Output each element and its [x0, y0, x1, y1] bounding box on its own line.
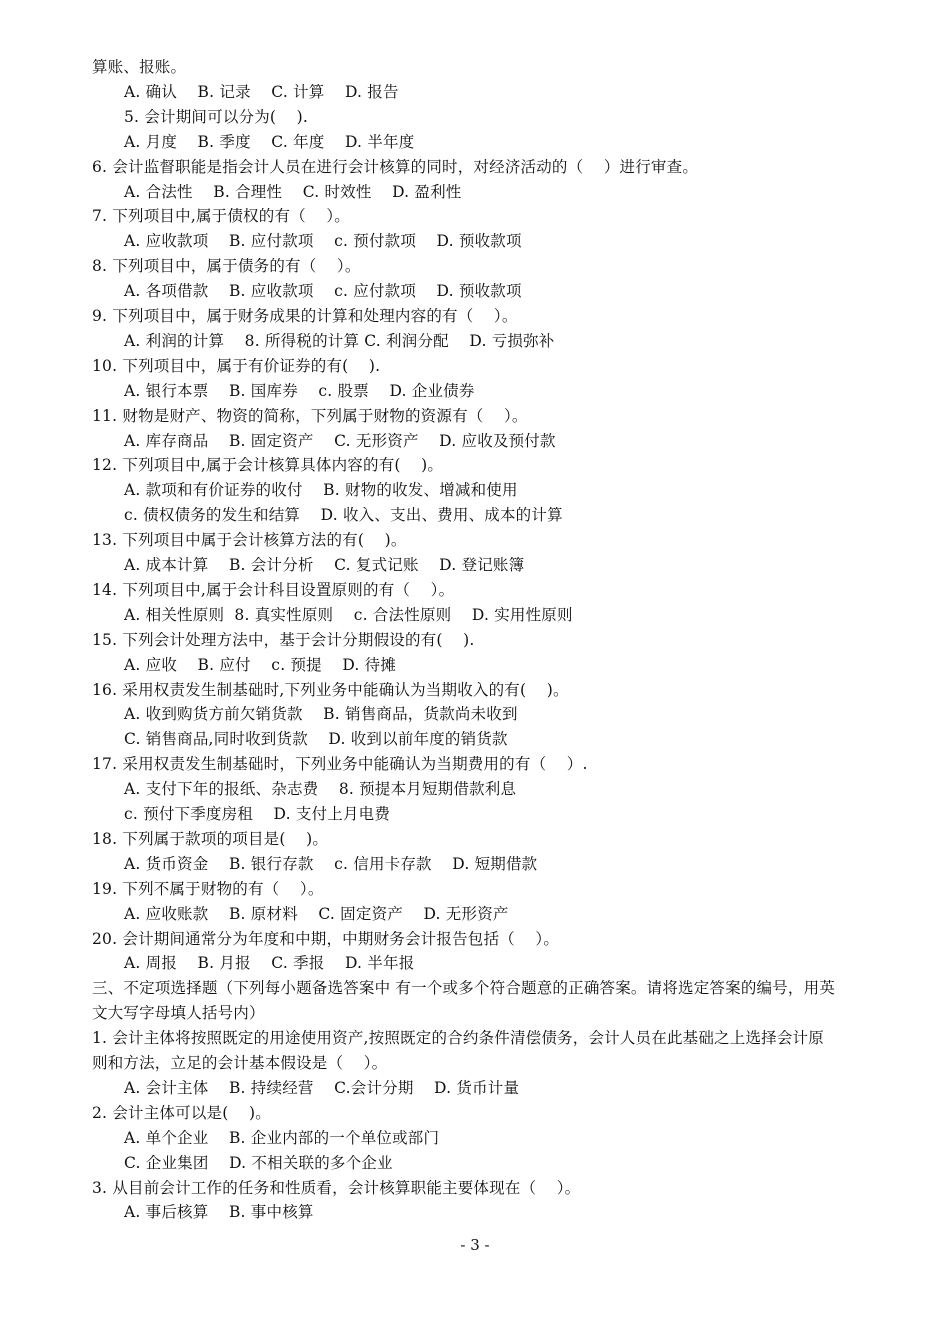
option-line: A. 确认 B. 记录 C. 计算 D. 报告	[124, 82, 399, 101]
option-line: A. 相关性原则 8. 真实性原则 c. 合法性原则 D. 实用性原则	[124, 605, 573, 624]
question-line: 8. 下列项目中，属于债务的有（ ）。	[92, 257, 361, 276]
question-line: 9. 下列项目中，属于财务成果的计算和处理内容的有（ ）。	[92, 307, 518, 325]
option-line: A. 单个企业 B. 企业内部的一个单位或部门	[124, 1128, 440, 1147]
option-line: A. 收到购货方前欠销货款 B. 销售商品，货款尚未收到	[124, 705, 518, 724]
option-line: A. 库存商品 B. 固定资产 C. 无形资产 D. 应收及预付款	[124, 431, 556, 450]
option-line: A. 支付下年的报纸、杂志费 8. 预提本月短期借款利息	[124, 780, 517, 799]
option-line: A. 合法性 B. 合理性 C. 时效性 D. 盈利性	[124, 182, 462, 201]
option-line: A. 款项和有价证券的收付 B. 财物的收发、增减和使用	[124, 481, 518, 500]
question-line: 11. 财物是财产、物资的简称，下列属于财物的资源有（ ）。	[92, 406, 528, 425]
question-line: 17. 采用权责发生制基础时，下列业务中能确认为当期费用的有（ ）.	[92, 755, 588, 774]
option-line: A. 月度 B. 季度 C. 年度 D. 半年度	[124, 132, 415, 151]
question-line: 1. 会计主体将按照既定的用途使用资产,按照既定的合约条件清偿债务，会计人员在此基础之上选择会计原	[92, 1029, 824, 1048]
option-line: A. 周报 B. 月报 C. 季报 D. 半年报	[124, 954, 415, 973]
question-line: 文大写字母填人括号内）	[92, 1004, 265, 1023]
question-line: 13. 下列项目中属于会计核算方法的有( )。	[92, 531, 407, 550]
option-line: A. 应收 B. 应付 c. 预提 D. 待摊	[124, 655, 397, 674]
option-line: A. 会计主体 B. 持续经营 C.会计分期 D. 货币计量	[124, 1078, 520, 1097]
option-line: C. 销售商品,同时收到货款 D. 收到以前年度的销货款	[124, 730, 508, 749]
question-line: 3. 从目前会计工作的任务和性质看，会计核算职能主要体现在（ ）。	[92, 1178, 581, 1197]
option-line: A. 应收款项 B. 应付款项 c. 预付款项 D. 预收款项	[124, 232, 522, 251]
question-line: 6. 会计监督职能是指会计人员在进行会计核算的同时，对经济活动的（ ）进行审查。	[92, 157, 699, 176]
option-line: A. 事后核算 B. 事中核算	[124, 1203, 314, 1222]
option-line: A. 各项借款 B. 应收款项 c. 应付款项 D. 预收款项	[124, 282, 522, 301]
question-line: 20. 会计期间通常分为年度和中期，中期财务会计报告包括（ ）。	[92, 929, 560, 948]
option-line: A. 应收账款 B. 原材料 C. 固定资产 D. 无形资产	[124, 904, 509, 923]
question-line: 16. 采用权责发生制基础时,下列业务中能确认为当期收入的有( )。	[92, 680, 569, 699]
question-line: 10. 下列项目中，属于有价证券的有( ).	[92, 356, 381, 375]
question-line: 12. 下列项目中,属于会计核算具体内容的有( )。	[92, 456, 444, 475]
question-line: 18. 下列属于款项的项目是( )。	[92, 829, 329, 848]
question-line: 7. 下列项目中,属于债权的有（ ）。	[92, 207, 351, 226]
question-line: 2. 会计主体可以是( )。	[92, 1103, 271, 1122]
question-line: 14. 下列项目中,属于会计科目设置原则的有（ ）。	[92, 580, 455, 599]
question-line: 三、不定项选择题（下列每小题备选答案中 有一个或多个符合题意的正确答案。请将选定答案的编号，用英	[92, 979, 836, 998]
option-line: A. 银行本票 B. 国库券 c. 股票 D. 企业债券	[124, 381, 475, 400]
option-line: A. 货币资金 B. 银行存款 c. 信用卡存款 D. 短期借款	[124, 854, 538, 873]
question-line: 算账、报账。	[92, 58, 187, 76]
option-line: C. 企业集团 D. 不相关联的多个企业	[124, 1153, 393, 1172]
question-line: 则和方法，立足的会计基本假设是（ ）。	[92, 1054, 388, 1072]
option-line: c. 预付下季度房租 D. 支付上月电费	[124, 805, 391, 823]
option-line: c. 债权债务的发生和结算 D. 收入、支出、费用、成本的计算	[124, 506, 563, 525]
option-line: A. 成本计算 B. 会计分析 C. 复式记账 D. 登记账簿	[124, 556, 525, 574]
question-line: 19. 下列不属于财物的有（ ）。	[92, 879, 324, 898]
option-line: 5. 会计期间可以分为( ).	[124, 107, 309, 126]
option-line: A. 利润的计算 8. 所得税的计算 C. 利润分配 D. 亏损弥补	[124, 331, 555, 350]
page-number: - 3 -	[460, 1236, 490, 1254]
question-line: 15. 下列会计处理方法中，基于会计分期假设的有( ).	[92, 630, 475, 649]
